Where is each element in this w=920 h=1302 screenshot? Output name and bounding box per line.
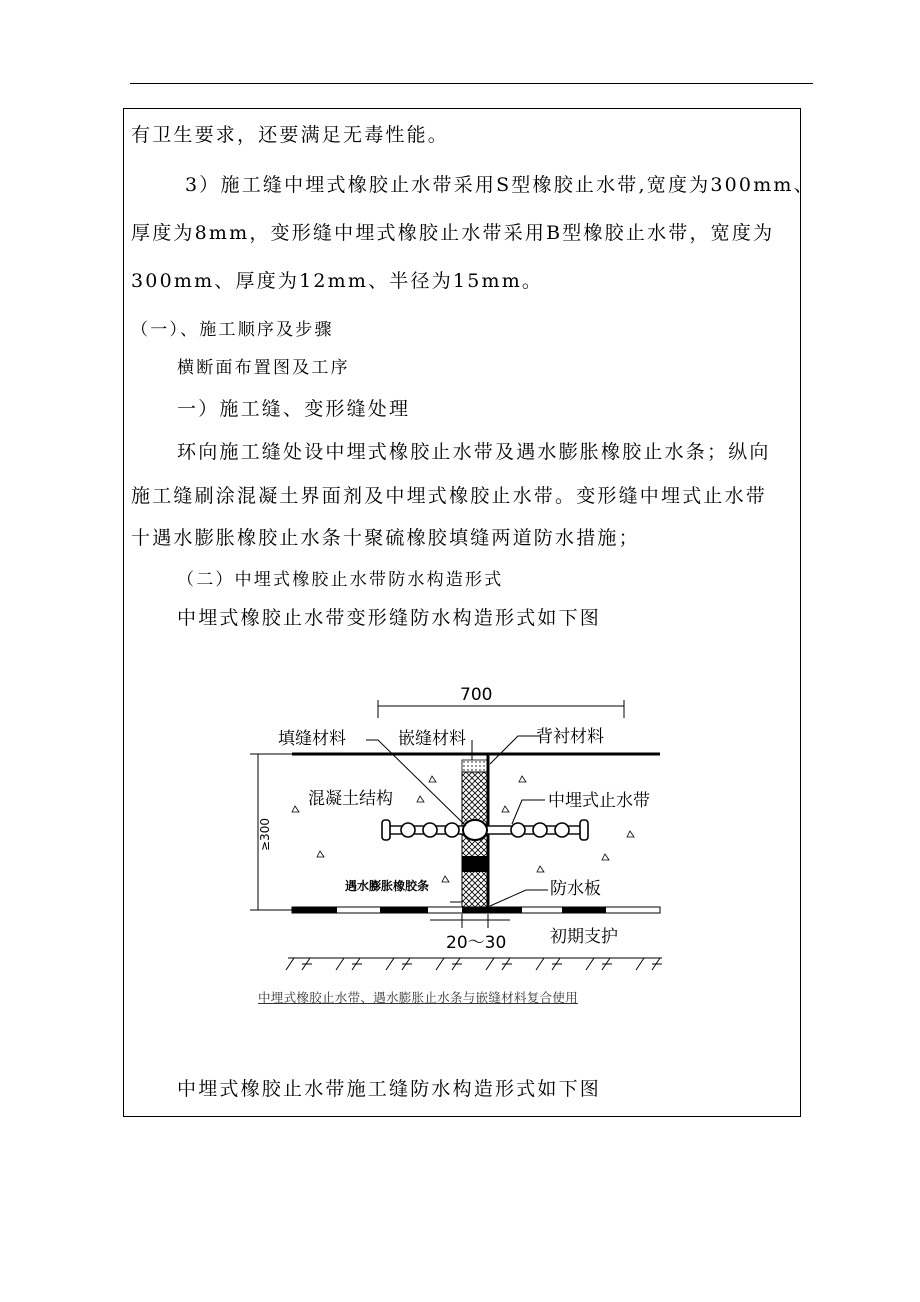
waterproof-board	[292, 907, 660, 913]
label-waterproof-board: 防水板	[550, 879, 601, 899]
dimension-gap	[430, 914, 510, 953]
label-embed-material: 嵌缝材料	[398, 729, 466, 749]
section-heading-1: （一）、施工顺序及步骤	[131, 320, 334, 340]
dimension-top	[378, 685, 624, 718]
swelling-strip	[462, 856, 488, 872]
section-heading-2: （二）中埋式橡胶止水带防水构造形式	[177, 570, 504, 590]
waterstop-diagram	[250, 676, 670, 1006]
paragraph-joint-3: 十遇水膨胀橡胶止水条十聚硫橡胶填缝两道防水措施；	[131, 527, 640, 549]
figure-caption: 中埋式橡胶止水带、遇水膨胀止水条与嵌缝材料复合使用	[258, 990, 579, 1005]
gap-label: 20～30	[446, 933, 507, 953]
label-backing-material: 背衬材料	[536, 727, 604, 747]
label-concrete: 混凝土结构	[308, 789, 393, 809]
label-fill-material: 填缝材料	[278, 729, 346, 749]
paragraph-figure-intro-2: 中埋式橡胶止水带施工缝防水构造形式如下图	[177, 1078, 602, 1100]
label-swelling-strip: 遇水膨胀橡胶条	[345, 879, 430, 893]
paragraph-item-3: 3）施工缝中埋式橡胶止水带采用S型橡胶止水带,宽度为300mm、	[185, 174, 815, 196]
header-rule	[130, 83, 813, 84]
paragraph-item-3-cont: 厚度为8mm，变形缝中埋式橡胶止水带采用B型橡胶止水带，宽度为	[131, 222, 775, 244]
subheading-joint: 一）施工缝、变形缝处理	[177, 398, 411, 420]
paragraph-joint-2: 施工缝刷涂混凝土界面剂及中埋式橡胶止水带。变形缝中埋式止水带	[131, 485, 768, 507]
paragraph-hygiene: 有卫生要求，还要满足无毒性能。	[131, 124, 450, 146]
dimension-700-label: 700	[460, 685, 493, 705]
label-waterstop: 中埋式止水带	[548, 791, 650, 811]
sealant-top	[462, 760, 488, 772]
paragraph-item-3-end: 300mm、厚度为12mm、半径为15mm。	[131, 270, 544, 292]
paragraph-figure-intro: 中埋式橡胶止水带变形缝防水构造形式如下图	[177, 607, 602, 629]
subheading-layout: 横断面布置图及工序	[177, 358, 350, 378]
label-initial-support: 初期支护	[550, 927, 618, 947]
height-label: ≥300	[258, 818, 272, 851]
waterstop	[382, 820, 588, 840]
dimension-height	[250, 754, 292, 910]
ground-hatch	[286, 958, 662, 970]
paragraph-joint-1: 环向施工缝处设中埋式橡胶止水带及遇水膨胀橡胶止水条；纵向	[177, 441, 771, 463]
